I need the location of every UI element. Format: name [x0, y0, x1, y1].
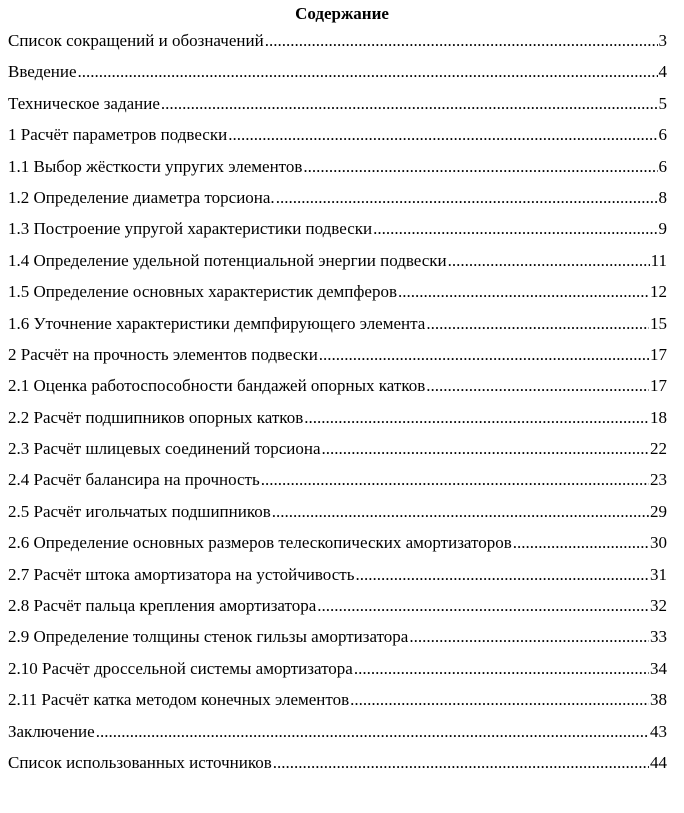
toc-entry-title: 2.9 Определение толщины стенок гильзы амортизатора: [8, 627, 409, 647]
toc-entry-title: 2.8 Расчёт пальца крепления амортизатора: [8, 596, 317, 616]
toc-entry-title: 2.5 Расчёт игольчатых подшипников: [8, 501, 271, 521]
toc-entry-page-number: 32: [650, 596, 667, 616]
toc-entry-title: Список использованных источников: [8, 752, 272, 772]
toc-entry-page-number: 17: [650, 344, 667, 364]
toc-entry-page-number: 6: [658, 125, 667, 145]
toc-entry-title: 2.7 Расчёт штока амортизатора на устойчивость: [8, 564, 355, 584]
toc-entry[interactable]: [8, 468, 667, 499]
dot-leader: [303, 155, 657, 179]
toc-entry-title: 2.2 Расчёт подшипников опорных катков: [8, 407, 304, 427]
toc-entry-page-number: 18: [650, 407, 667, 427]
toc-entry-page-number: 12: [650, 282, 667, 302]
dot-leader: [355, 563, 649, 587]
toc-entry[interactable]: [8, 123, 667, 154]
toc-entry[interactable]: [8, 217, 667, 248]
toc-entry-page-number: 22: [650, 439, 667, 459]
toc-entry-page-number: 11: [650, 250, 667, 270]
dot-leader: [261, 468, 649, 492]
toc-entry[interactable]: [8, 720, 667, 751]
toc-entry-title: 1.5 Определение основных характеристик демпферов: [8, 282, 397, 302]
toc-entry-title: 2.3 Расчёт шлицевых соединений торсиона: [8, 439, 321, 459]
toc-entry-page-number: 5: [658, 93, 667, 113]
toc-entry[interactable]: [8, 751, 667, 782]
toc-entry-title: 2.6 Определение основных размеров телескопических амортизаторов: [8, 533, 512, 553]
dot-leader: [96, 720, 649, 744]
toc-entry-page-number: 38: [650, 690, 667, 710]
toc-entry[interactable]: [8, 563, 667, 594]
dot-leader: [272, 500, 649, 524]
toc-entry-page-number: 30: [650, 533, 667, 553]
dot-leader: [409, 625, 649, 649]
toc-entry-title: 2.1 Оценка работоспособности бандажей опорных катков: [8, 376, 426, 396]
dot-leader: [273, 751, 649, 775]
toc-entry-page-number: 4: [658, 62, 667, 82]
dot-leader: [426, 374, 649, 398]
dot-leader: [354, 657, 649, 681]
toc-title: Содержание: [295, 4, 389, 23]
toc-entry-page-number: 3: [658, 31, 667, 50]
dot-leader: [276, 186, 658, 210]
dot-leader: [426, 312, 649, 336]
toc-entry[interactable]: [8, 531, 667, 562]
toc-entry[interactable]: [8, 312, 667, 343]
dot-leader: [513, 531, 649, 555]
toc-entry[interactable]: [8, 186, 667, 217]
dot-leader: [322, 437, 650, 461]
dot-leader: [265, 29, 658, 53]
toc-entry-page-number: 29: [650, 501, 667, 521]
toc-entry[interactable]: [8, 437, 667, 468]
toc-entry-page-number: 43: [650, 721, 667, 741]
toc-entry-title: 1 Расчёт параметров подвески: [8, 125, 228, 145]
dot-leader: [304, 406, 649, 430]
dot-leader: [317, 594, 649, 618]
dot-leader: [319, 343, 649, 367]
dot-leader: [398, 280, 649, 304]
toc-entry-page-number: 17: [650, 376, 667, 396]
toc-entry-page-number: 34: [650, 658, 667, 678]
dot-leader: [373, 217, 657, 241]
toc-entry-title: 2.4 Расчёт балансира на прочность: [8, 470, 260, 490]
dot-leader: [228, 123, 657, 147]
toc-entry-title: 2.11 Расчёт катка методом конечных элементов: [8, 690, 350, 710]
table-of-contents: [8, 29, 667, 782]
toc-entry-page-number: 44: [650, 752, 667, 772]
toc-entry[interactable]: [8, 343, 667, 374]
toc-entry[interactable]: [8, 500, 667, 531]
toc-entry-title: 2.10 Расчёт дроссельной системы амортизатора: [8, 658, 353, 678]
toc-entry[interactable]: [8, 594, 667, 625]
toc-entry-page-number: 23: [650, 470, 667, 490]
dot-leader: [161, 92, 658, 116]
toc-entry[interactable]: [8, 155, 667, 186]
toc-entry[interactable]: [8, 374, 667, 405]
toc-entry-title: 1.6 Уточнение характеристики демпфирующего элемента: [8, 313, 426, 333]
toc-entry-page-number: 31: [650, 564, 667, 584]
toc-entry[interactable]: [8, 29, 667, 60]
toc-entry[interactable]: [8, 625, 667, 656]
toc-entry-page-number: 6: [658, 156, 667, 176]
toc-entry[interactable]: [8, 249, 667, 280]
toc-entry-title: Список сокращений и обозначений: [8, 31, 264, 50]
toc-entry-page-number: 33: [650, 627, 667, 647]
toc-entry-page-number: 8: [658, 187, 667, 207]
toc-entry-title: 2 Расчёт на прочность элементов подвески: [8, 344, 318, 364]
dot-leader: [78, 60, 658, 84]
toc-entry-page-number: 15: [650, 313, 667, 333]
toc-entry[interactable]: [8, 60, 667, 91]
toc-entry[interactable]: [8, 406, 667, 437]
toc-entry[interactable]: [8, 657, 667, 688]
toc-entry-title: 1.3 Построение упругой характеристики подвески: [8, 219, 373, 239]
toc-entry-title: 1.4 Определение удельной потенциальной энергии подвески: [8, 250, 447, 270]
toc-entry-title: Введение: [8, 62, 77, 82]
toc-entry[interactable]: [8, 280, 667, 311]
toc-entry[interactable]: [8, 92, 667, 123]
toc-entry-title: 1.1 Выбор жёсткости упругих элементов: [8, 156, 303, 176]
toc-entry-title: 1.2 Определение диаметра торсиона.: [8, 187, 275, 207]
dot-leader: [448, 249, 650, 273]
toc-entry[interactable]: [8, 688, 667, 719]
dot-leader: [350, 688, 649, 712]
toc-entry-page-number: 9: [658, 219, 667, 239]
toc-entry-title: Техническое задание: [8, 93, 160, 113]
toc-entry-title: Заключение: [8, 721, 95, 741]
